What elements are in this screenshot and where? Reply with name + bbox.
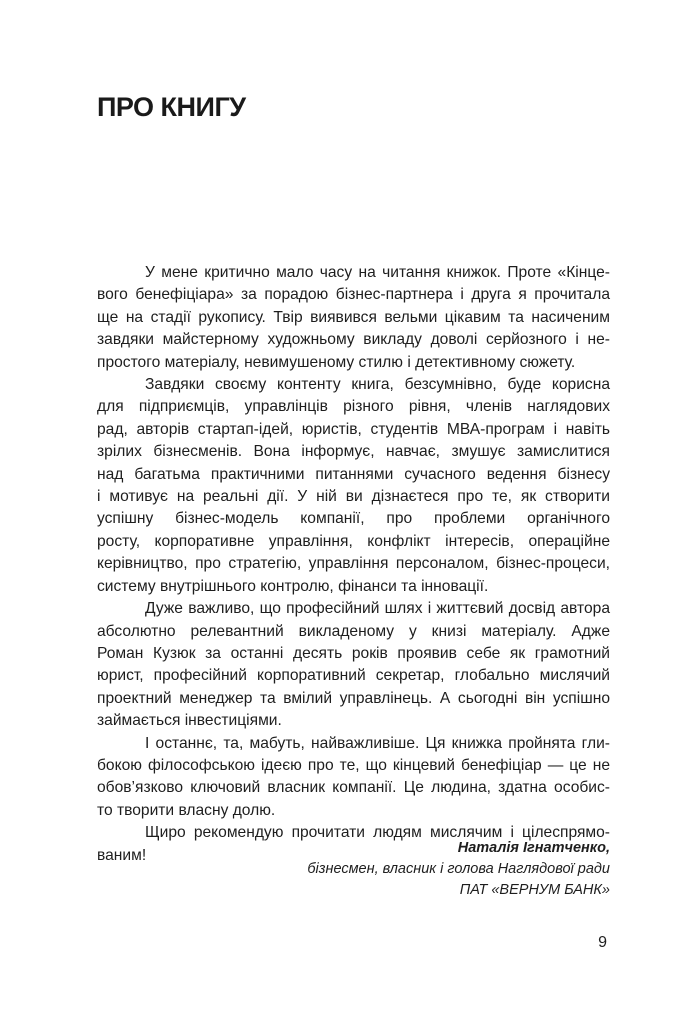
text-line: над багатьма практичними питаннями сучасного ведення бізнесу	[97, 465, 610, 483]
text-line: керівництво, про стратегію, управління персоналом, бізнес-процеси,	[97, 555, 610, 573]
text-line: Дуже важливо, що професійний шлях і життєвий досвід автора	[145, 600, 610, 618]
text-line: юрист, професійний корпоративний секретар, глобально мислячий	[97, 667, 610, 685]
text-line: Щиро рекомендую прочитати людям мислячим і цілеспрямо-	[145, 824, 610, 842]
text-line: росту, корпоративне управління, конфлікт інтересів, операційне	[97, 532, 610, 550]
text-line: простого матеріалу, невимушеному стилю і детективному сюжету.	[97, 353, 576, 371]
paragraph	[97, 262, 610, 374]
text-line: І останнє, та, мабуть, найважливіше. Ця книжка пройнята гли-	[145, 734, 610, 752]
text-line: займається інвестиціями.	[97, 712, 282, 730]
text-line: зрілих бізнесменів. Вона інформує, навчає, змушує замислитися	[97, 443, 610, 461]
text-line: і мотивує на реальні дії. У ній ви дізнаєтеся про те, як створити	[97, 488, 610, 506]
text-line: то творити власну долю.	[97, 801, 276, 819]
signature-company: ПАТ «ВЕРНУМ БАНК»	[459, 882, 610, 898]
signature-block	[307, 838, 610, 901]
text-line: успішну бізнес-модель компанії, про проблеми органічного	[97, 510, 610, 528]
text-line: рад, авторів стартап-ідей, юристів, студентів МВА-програм і навіть	[97, 420, 610, 438]
text-line: Роман Кузюк за останні десять років проявив себе як грамотний	[97, 644, 610, 662]
signature-role: бізнесмен, власник і голова Наглядової ради	[307, 861, 610, 877]
text-line: Завдяки своєму контенту книга, безсумнівно, буде корисна	[145, 376, 610, 394]
text-line: бокою філософською ідеєю про те, що кінцевий бенефіціар — це не	[97, 756, 610, 774]
text-line: ще на стадії рукопису. Твір виявився вельми цікавим та насиченим	[97, 308, 610, 326]
page-title: ПРО КНИГУ	[97, 92, 246, 122]
text-line: ваним!	[97, 846, 147, 864]
page-number: 9	[598, 934, 607, 951]
text-line: вого бенефіціара» за порадою бізнес-партнера і друга я прочитала	[97, 286, 610, 304]
paragraph	[97, 733, 610, 823]
text-line: систему внутрішнього контролю, фінанси та інновації.	[97, 577, 489, 595]
text-line: У мене критично мало часу на читання книжок. Проте «Кінце-	[145, 264, 610, 281]
text-line: обов’язково ключовий власник компанії. Це людина, здатна особис-	[97, 779, 610, 797]
body-text	[97, 262, 610, 867]
text-line: проектний менеджер та вмілий управлінець. А сьогодні він успішно	[97, 689, 610, 707]
text-line: абсолютно релевантний викладеному у книзі матеріалу. Адже	[97, 622, 610, 640]
paragraph	[97, 374, 610, 598]
signature-name: Наталія Ігнатченко,	[457, 840, 610, 856]
text-line: для підприємців, управлінців різного рівня, членів наглядових	[97, 398, 610, 416]
text-line: завдяки майстерному художньому викладу доволі серйозного і не-	[97, 331, 610, 349]
paragraph	[97, 598, 610, 732]
